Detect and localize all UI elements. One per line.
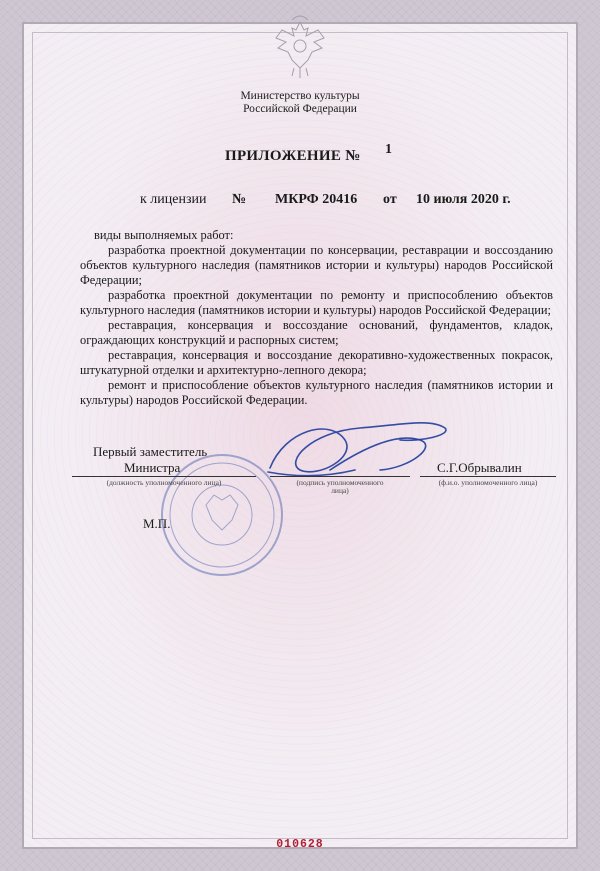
- name-underline: [420, 476, 556, 477]
- position-caption: (должность уполномоченного лица): [106, 478, 222, 487]
- work-item: реставрация, консервация и воссоздание оснований, фундаментов, кладок, ограждающих конструкций и распорных систем;: [80, 318, 553, 347]
- work-item: реставрация, консервация и воссоздание декоративно-художественных покрасок, штукатурной отделки и архитектурно-лепного декора;: [80, 348, 553, 377]
- license-date: 10 июля 2020 г.: [416, 192, 511, 207]
- work-item: разработка проектной документации по ремонту и приспособлению объектов культурного наследия (памятников истории и культуры) народов Российской Федерации;: [80, 288, 553, 317]
- ministry-line-1: Министерство культуры: [240, 90, 360, 102]
- appendix-number: 1: [385, 142, 392, 157]
- position-underline: [72, 476, 256, 477]
- appendix-title: ПРИЛОЖЕНИЕ №: [225, 148, 361, 164]
- name-caption: (ф.и.о. уполномоченного лица): [438, 478, 538, 487]
- signature-caption-line-2: лица): [331, 486, 349, 495]
- signature-underline: [270, 476, 410, 477]
- signature-caption-line-1: (подпись уполномоченного: [296, 478, 384, 487]
- signature-caption: [270, 479, 410, 495]
- stamp-place-label: М.П.: [143, 516, 171, 531]
- works-intro: виды выполняемых работ:: [94, 228, 234, 242]
- signer-position-line-2: Министра: [124, 460, 181, 475]
- ministry-line-2: Российской Федерации: [243, 103, 357, 115]
- signer-name: С.Г.Обрывалин: [437, 460, 522, 475]
- form-serial-number: 010628: [276, 838, 324, 851]
- signer-position-line-1: Первый заместитель: [93, 444, 208, 459]
- work-item: разработка проектной документации по консервации, реставрации и воссозданию объектов культурного наследия (памятников истории и культуры) народов Российской Федерации;: [80, 243, 553, 287]
- date-from-label: от: [383, 192, 397, 207]
- work-item: ремонт и приспособление объектов культурного наследия (памятников истории и культуры) народов Российской Федерации.: [80, 378, 553, 407]
- license-prefix: к лицензии: [140, 192, 207, 207]
- number-sign: №: [232, 192, 247, 207]
- license-number: МКРФ 20416: [275, 192, 358, 207]
